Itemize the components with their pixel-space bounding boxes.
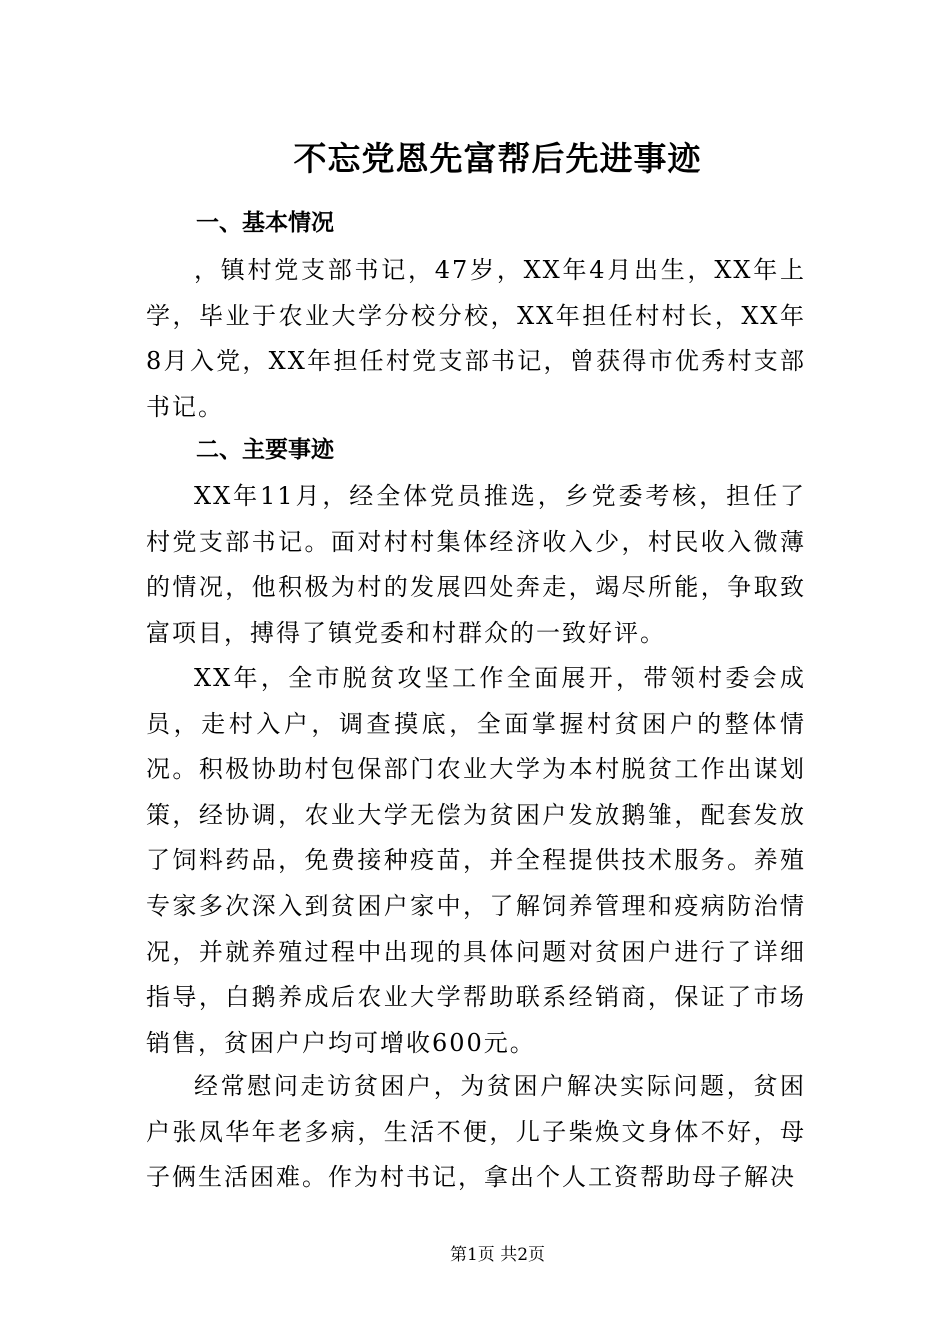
- paragraph-deeds-3: 经常慰问走访贫困户，为贫困户解决实际问题，贫困户张凤华年老多病，生活不便，儿子柴焕文身体不好，母子俩生活困难。作为村书记，拿出个人工资帮助母子解决: [146, 1072, 806, 1192]
- section-heading-main-deeds: 二、主要事迹: [196, 437, 334, 463]
- section-heading-basic-info: 一、基本情况: [196, 210, 334, 236]
- paragraph-deeds-1: XX年11月，经全体党员推选，乡党委考核，担任了村党支部书记。面对村村集体经济收入少，村民收入微薄的情况，他积极为村的发展四处奔走，竭尽所能，争取致富项目，搏得了镇党委和村群众的一致好评。: [146, 482, 806, 647]
- paragraph-deeds-2: XX年，全市脱贫攻坚工作全面展开，带领村委会成员，走村入户，调查摸底，全面掌握村贫困户的整体情况。积极协助村包保部门农业大学为本村脱贫工作出谋划策，经协调，农业大学无偿为贫困户发放鹅雏，配套发放了饲料药品，免费接种疫苗，并全程提供技术服务。养殖专家多次深入到贫困户家中，了解饲养管理和疫病防治情况，并就养殖过程中出现的具体问题对贫困户进行了详细指导，白鹅养成后农业大学帮助联系经销商，保证了市场销售，贫困户户均可增收600元。: [146, 664, 806, 1057]
- paragraph-basic-info: ，镇村党支部书记，47岁，XX年4月出生，XX年上学，毕业于农业大学分校分校，XX年担任村村长，XX年8月入党，XX年担任村党支部书记，曾获得市优秀村支部书记。: [146, 256, 806, 421]
- document-title: 不忘党恩先富帮后先进事迹: [293, 139, 702, 178]
- page-footer: 第1页 共2页: [449, 1245, 546, 1265]
